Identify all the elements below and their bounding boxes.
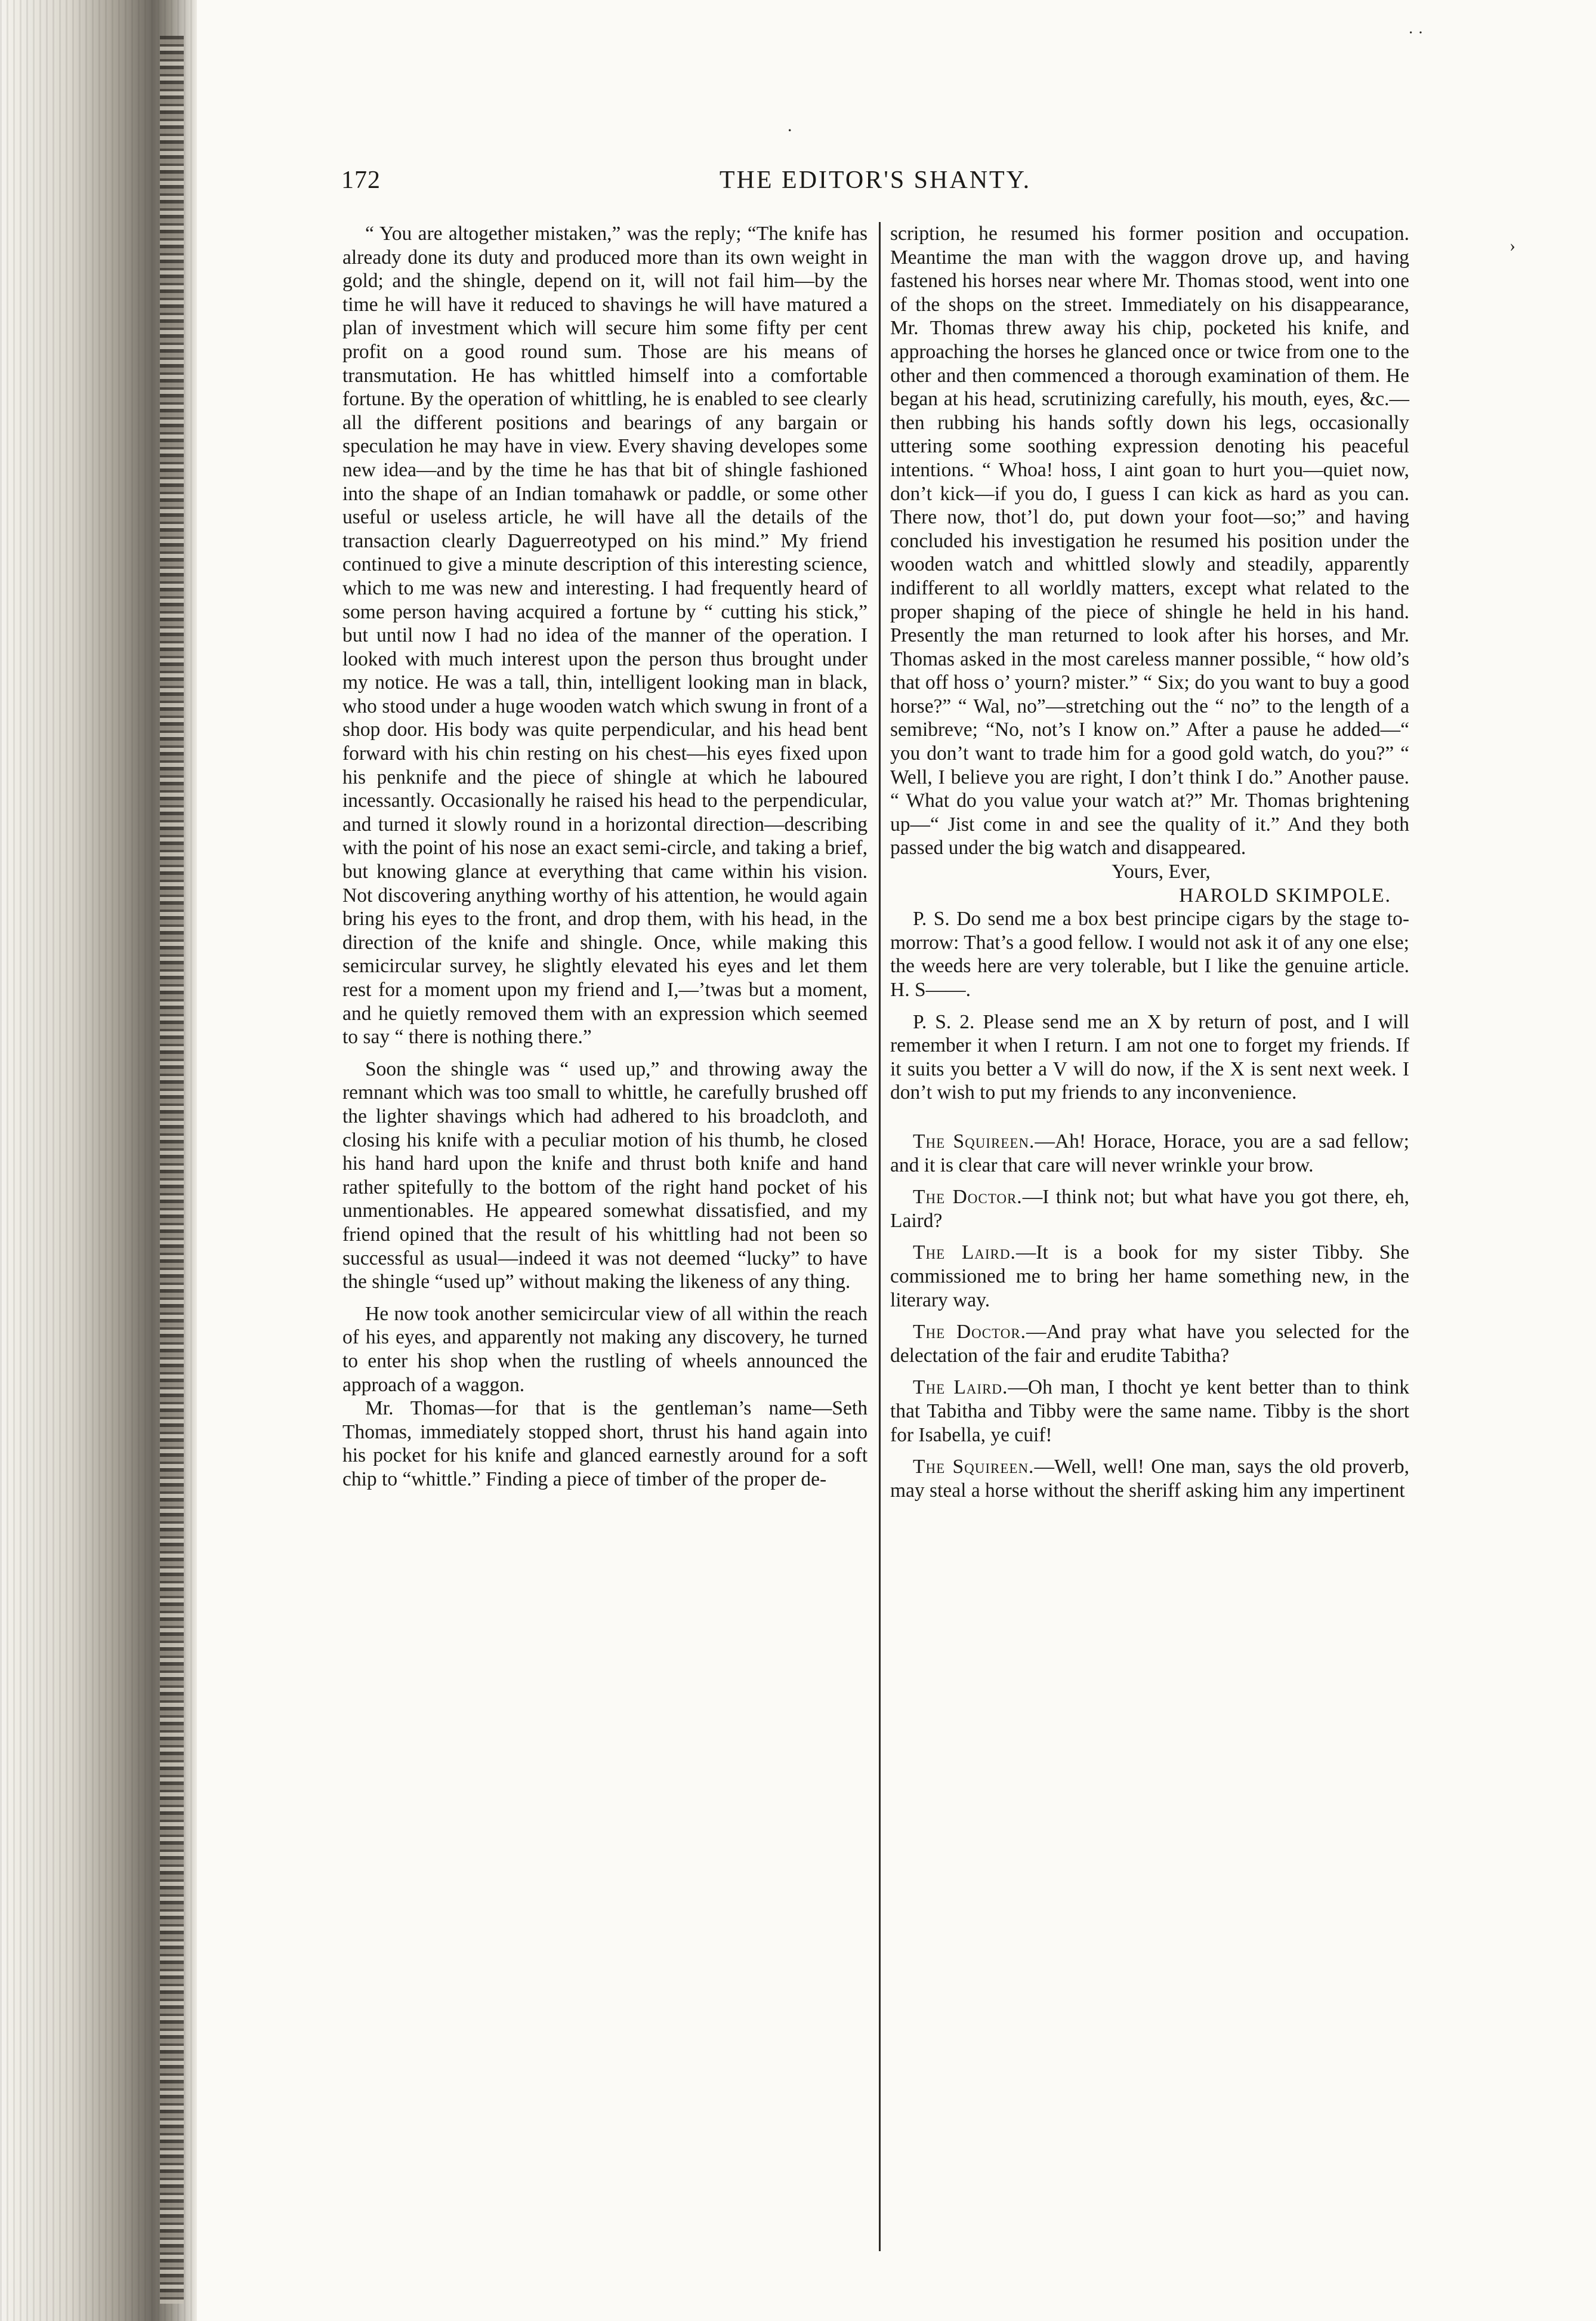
column-divider bbox=[879, 222, 881, 2251]
dialogue-line bbox=[890, 1320, 1409, 1367]
speech-text: —Oh man, I thocht ye kent better than to think that Tabitha and Tibby were the same name. Tibby is the short for Isabella, ye cuif! bbox=[890, 1376, 1409, 1446]
speech-text: —Ah! Horace, Horace, you are a sad fellow; and it is clear that care will never wrinkle your brow. bbox=[890, 1130, 1409, 1176]
paragraph: “ You are altogether mistaken,” was the reply; “The knife has already done its duty and produced more than its own weight in gold; and the shingle, depend on it, will not fail him—by the time he will have it reduced to shavings he will have matured a plan of investment which will secure him some fifty per cent profit on a good round sum. Those are his means of transmutation. He has whittled himself into a comfortable fortune. By the operation of whittling, he is enabled to see clearly all the different positions and bearings of any bargain or speculation he may have in view. Every shaving developes some new idea—and by the time he has that bit of shingle fashioned into the shape of an Indian tomahawk or paddle, or some other useful or useless article, he will have all the details of the transaction clearly Daguerreotyped on his mind.” My friend continued to give a minute description of this interesting science, which to me was new and interesting. I had frequently heard of some person having acquired a fortune by “ cutting his stick,” but until now I had no idea of the manner of the operation. I looked with much interest upon the person thus brought under my notice. He was a tall, thin, intelligent looking man in black, who stood under a huge wooden watch which swung in front of a shop door. His body was quite perpendicular, and his head bent forward with his chin resting on his chest—his eyes fixed upon his penknife and the piece of shingle at which he laboured incessantly. Occasionally he raised his head to the perpendicular, and turned it slowly round in a horizontal direction—describing with the point of his nose an exact semi-circle, and taking a brief, but knowing glance at everything that came within his vision. Not discovering anything worthy of his attention, he would again bring his eyes to the front, and drop them, with his head, in the direction of the knife and shingle. Once, while making this semicircular survey, he slightly elevated his eyes and let them rest for a moment upon my friend and I,—’twas but a moment, and he quietly removed them with an expression which seemed to say “ there is nothing there.” bbox=[342, 223, 868, 1049]
dialogue-line bbox=[890, 1130, 1409, 1177]
speaker-name: The Doctor. bbox=[913, 1186, 1023, 1209]
paragraph: Soon the shingle was “ used up,” and throwing away the remnant which was too small to whittle, he carefully brushed off the lighter shavings which had adhered to his broadcloth, and closing his knife with a peculiar motion of his thumb, he closed his hand hard upon the knife and thrust both knife and hand rather spitefully to the bottom of the right hand pocket of his unmentionables. He appeared somewhat dissatisfied, and my friend opined that the result of his whittling had not been so successful as usual—indeed it was not deemed “lucky” to have the shingle “used up” without making the likeness of any thing. bbox=[342, 1058, 868, 1293]
left-column bbox=[342, 222, 868, 1491]
dialogue-line bbox=[890, 1185, 1409, 1232]
running-title: THE EDITOR'S SHANTY. bbox=[719, 167, 1032, 194]
speaker-name: The Doctor. bbox=[913, 1321, 1027, 1343]
speaker-name: The Laird. bbox=[913, 1241, 1016, 1264]
page-header bbox=[341, 160, 1409, 214]
speech-text: —I think not; but what have you got there, eh, Laird? bbox=[890, 1186, 1409, 1232]
margin-mark: › bbox=[1509, 236, 1515, 255]
speaker-name: The Laird. bbox=[913, 1376, 1008, 1399]
dialogue-line bbox=[890, 1455, 1409, 1502]
dialogue-line bbox=[890, 1376, 1409, 1447]
right-column bbox=[890, 222, 1409, 1502]
page-number: 172 bbox=[341, 167, 381, 194]
paragraph: He now took another semicircular view of all within the reach of his eyes, and apparently not making any discovery, he turned to enter his shop when the rustling of wheels announced the approach of a waggon. bbox=[342, 1302, 868, 1396]
speech-text: —Well, well! One man, says the old proverb, may steal a horse without the sheriff asking him any impertinent bbox=[890, 1456, 1409, 1502]
speaker-name: The Squireen. bbox=[913, 1130, 1035, 1152]
ink-speck: ˙ bbox=[786, 125, 794, 147]
paragraph: scription, he resumed his former position and occupation. Meantime the man with the waggon drove up, and having fastened his horses near where Mr. Thomas stood, went into one of the shops on the street. Immediately on his disappearance, Mr. Thomas threw away his chip, pocketed his knife, and approaching the horses he glanced once or twice from one to the other and then commenced a thorough examination of them. He began at his head, scrutinizing carefully, his mouth, eyes, &c.—then rubbing his hands softly down his legs, occasionally uttering some soothing expression denoting his peaceful intentions. “ Whoa! hoss, I aint goan to hurt you—quiet now, don’t kick—if you do, I guess I can kick as hard as you can. There now, thot’l do, put down your foot—so;” and having concluded his investigation he resumed his position under the wooden watch and whittled slowly and steadily, apparently indifferent to all worldly matters, except what related to the proper shaping of the piece of shingle he held in his hand. Presently the man returned to look after his horses, and Mr. Thomas asked in the most careless manner possible, “ how old’s that off hoss o’ yourn? mister.” “ Six; do you want to buy a good horse?” “ Wal, no”—stretching out the “ no” to the length of a semibreve; “No, not’s I know on.” After a pause he added—“ you don’t want to trade him for a good gold watch, do you?” “ Well, I believe you are right, I don’t think I do.” Another pause. “ What do you value your watch at?” Mr. Thomas brightening up—“ Jist come in and see the quality of it.” And they both passed under the big watch and disappeared. bbox=[890, 223, 1409, 859]
speaker-name: The Squireen. bbox=[913, 1456, 1035, 1478]
speech-text: —It is a book for my sister Tibby. She commissioned me to bring her hame something new, in the literary way. bbox=[890, 1241, 1409, 1311]
letter-closing: Yours, Ever, bbox=[1112, 861, 1211, 883]
ink-speck: · · bbox=[1408, 24, 1424, 42]
signature: HAROLD SKIMPOLE. bbox=[1179, 884, 1391, 907]
postscript: P. S. 2. Please send me an X by return of post, and I will remember it when I return. I am not one to forget my friends. If it suits you better a V will do now, if the X is sent next week. I don’t wish to put my friends to any inconvenience. bbox=[890, 1010, 1409, 1104]
page-gutter-shadow bbox=[160, 36, 184, 2304]
speech-text: —And pray what have you selected for the delectation of the fair and erudite Tabitha? bbox=[890, 1321, 1409, 1367]
postscript: P. S. Do send me a box best principe cigars by the stage to-morrow: That’s a good fellow. I would not ask it of any one else; the weeds here are very tolerable, but I like the genuine article. H. S——. bbox=[890, 908, 1409, 1001]
paragraph: Mr. Thomas—for that is the gentleman’s name—Seth Thomas, immediately stopped short, thrust his hand again into his pocket for his knife and glanced earnestly around for a soft chip to “whittle.” Finding a piece of timber of the proper de- bbox=[342, 1397, 868, 1490]
dialogue-line bbox=[890, 1241, 1409, 1312]
